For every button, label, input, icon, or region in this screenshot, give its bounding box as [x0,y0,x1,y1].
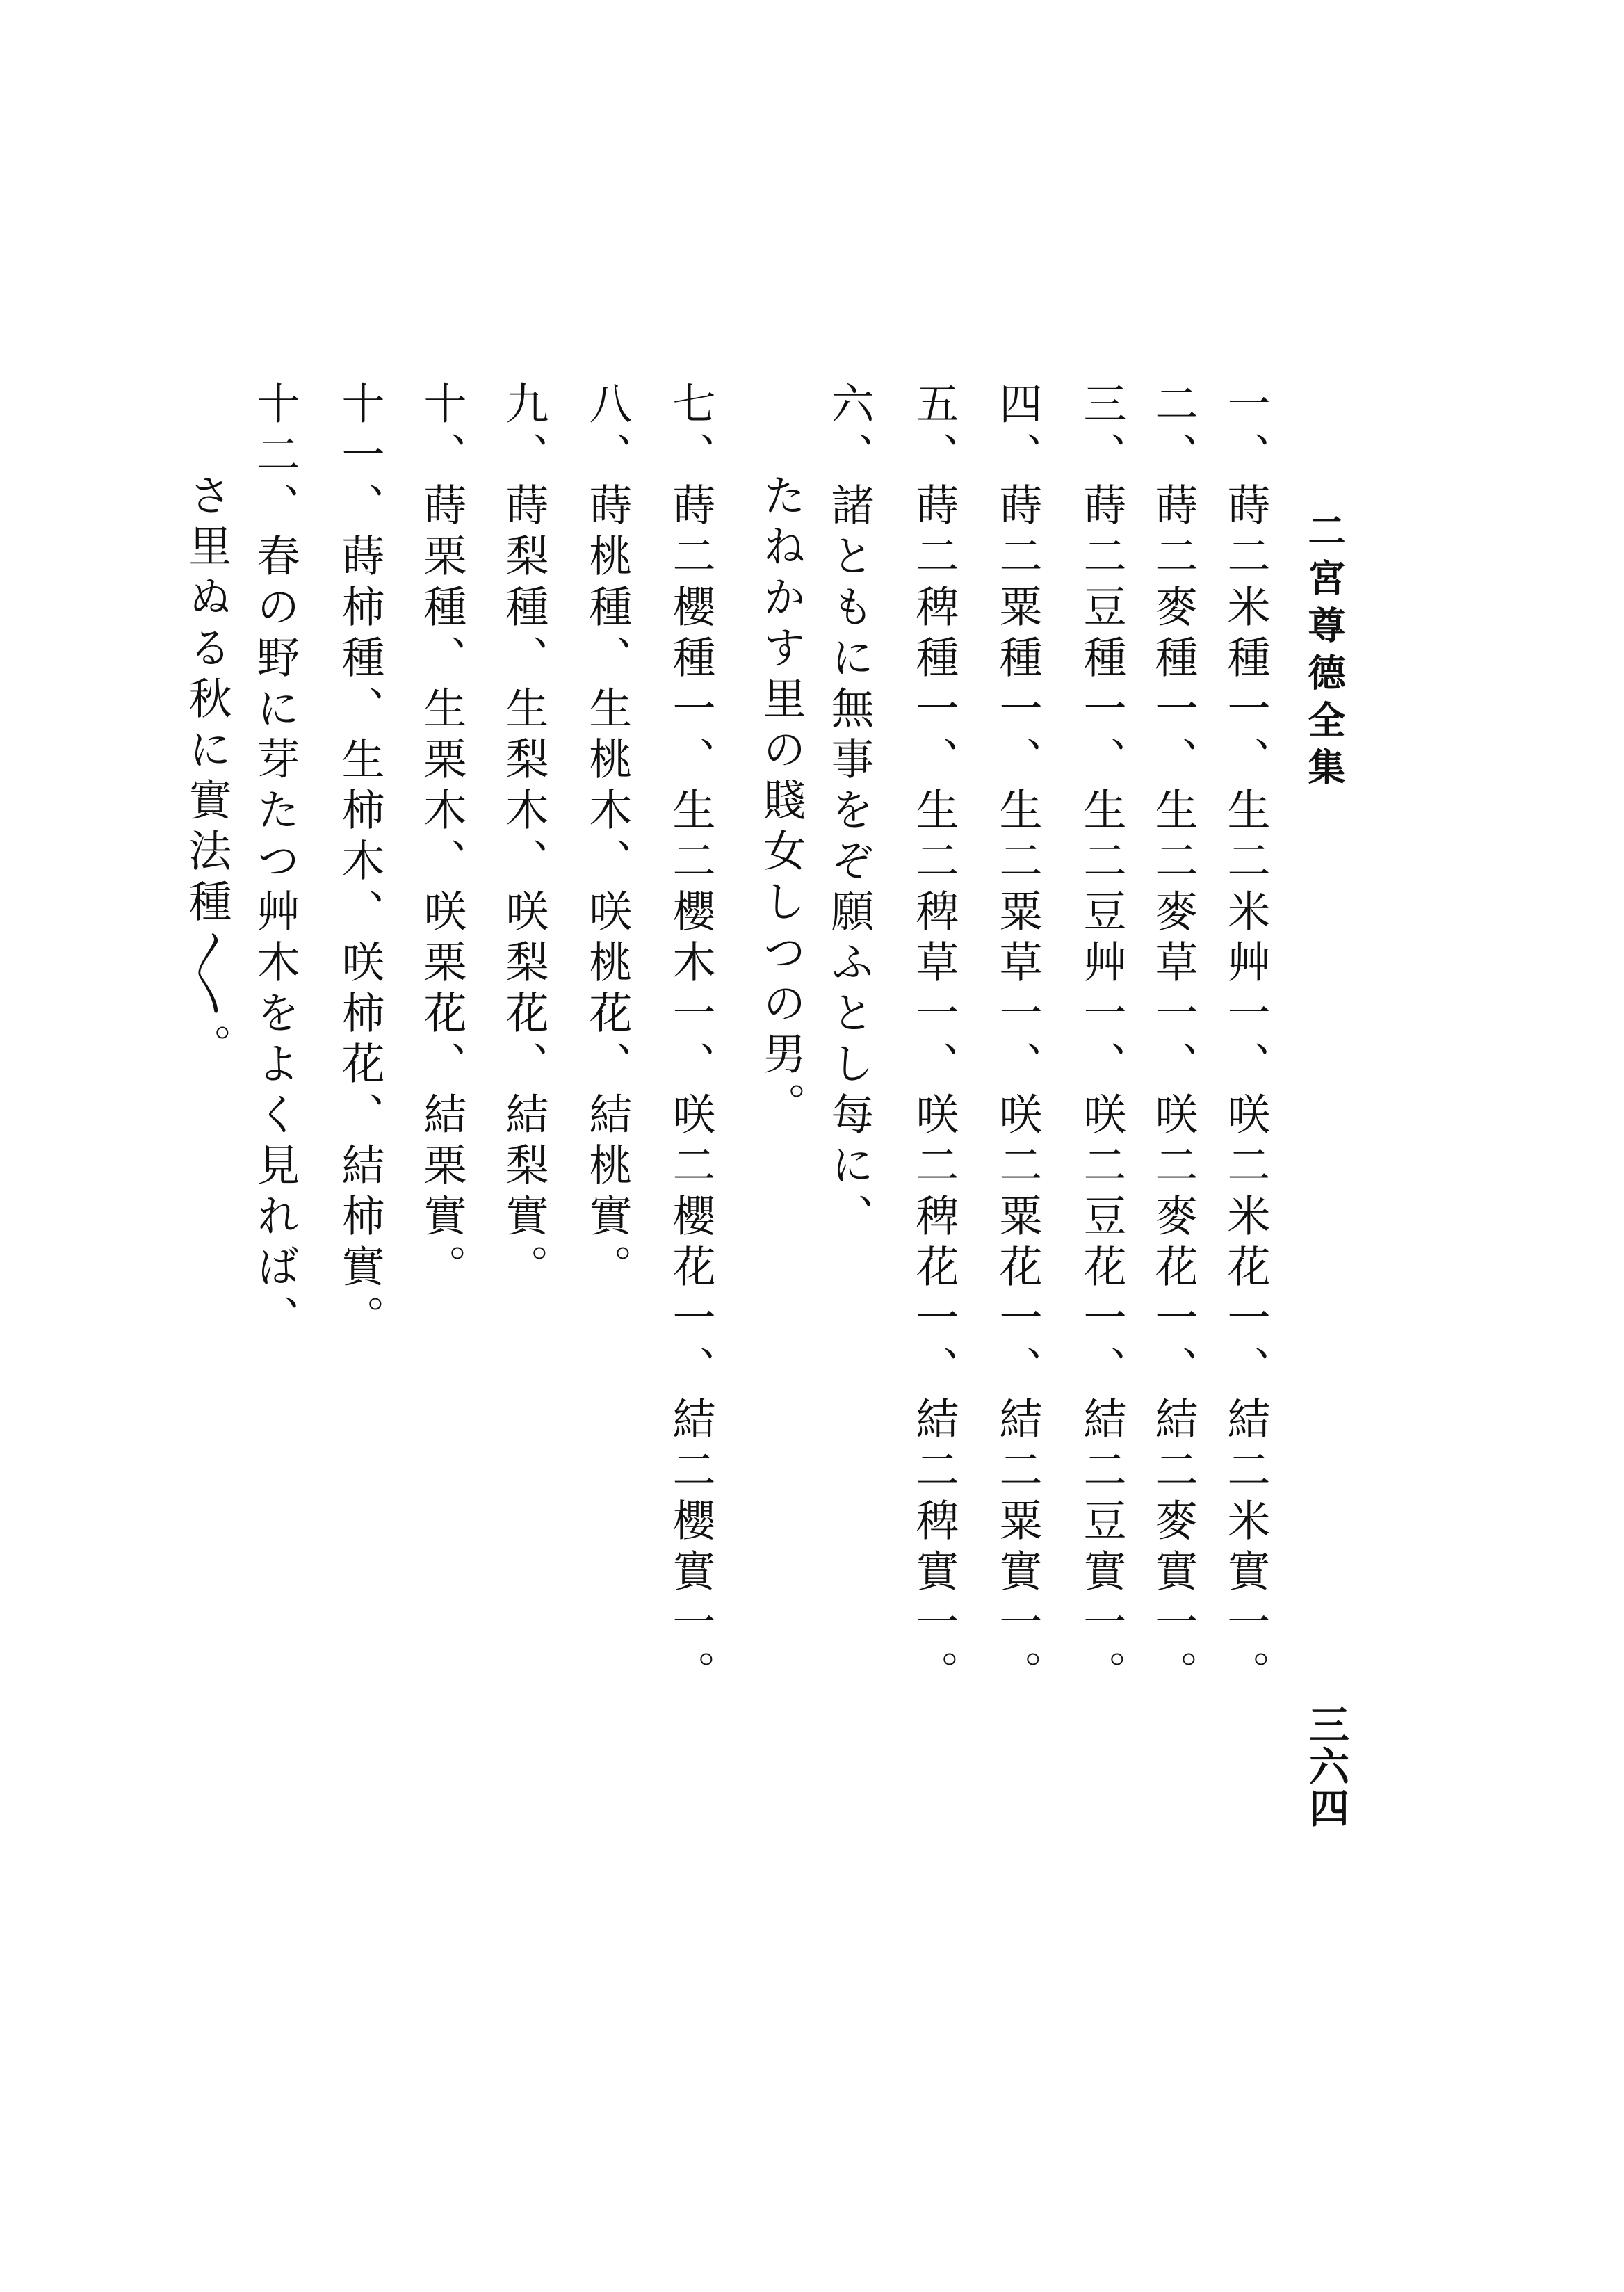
text-line-6-continuation: たねかす里の賤女しつの男。 [756,473,806,1133]
text-line-1: 一、蒔二米種一、生二米艸一、咲二米花一、結二米實一。 [1220,381,1271,1701]
text-line-12-continuation: さ里ぬる秋に實法種〳〵。 [181,473,232,1074]
text-line-12: 十二、春の野に芽たつ艸木をよく見れば、 [250,381,300,1346]
text-line-7: 七、蒔二櫻種一、生二櫻木一、咲二櫻花一、結二櫻實一。 [665,381,716,1701]
text-line-6: 六、諸ともに無事をぞ願ふとし每に、 [824,381,875,1244]
text-line-4: 四、蒔二粟種一、生二粟草一、咲二粟花一、結二粟實一。 [992,381,1043,1701]
text-line-3: 三、蒔二豆種一、生二豆艸一、咲二豆花一、結二豆實一。 [1076,381,1127,1701]
text-line-8: 八、蒔桃種、生桃木、咲桃花、結桃實。 [582,381,633,1295]
text-line-9: 九、蒔梨種、生梨木、咲梨花、結梨實。 [498,381,549,1295]
text-line-10: 十、蒔栗種、生栗木、咲栗花、結栗實。 [416,381,467,1295]
running-header: 二宮尊德全集 [1302,511,1347,795]
text-line-11: 十一、蒔柿種、生柿木、咲柿花、結柿實。 [334,381,385,1346]
text-line-2: 二、蒔二麥種一、生二麥草一、咲二麥花一、結二麥實一。 [1148,381,1199,1701]
page-number: 三六四 [1302,1704,1349,1829]
text-line-5: 五、蒔二稗種一、生二稗草一、咲二稗花一、結二稗實一。 [909,381,959,1701]
